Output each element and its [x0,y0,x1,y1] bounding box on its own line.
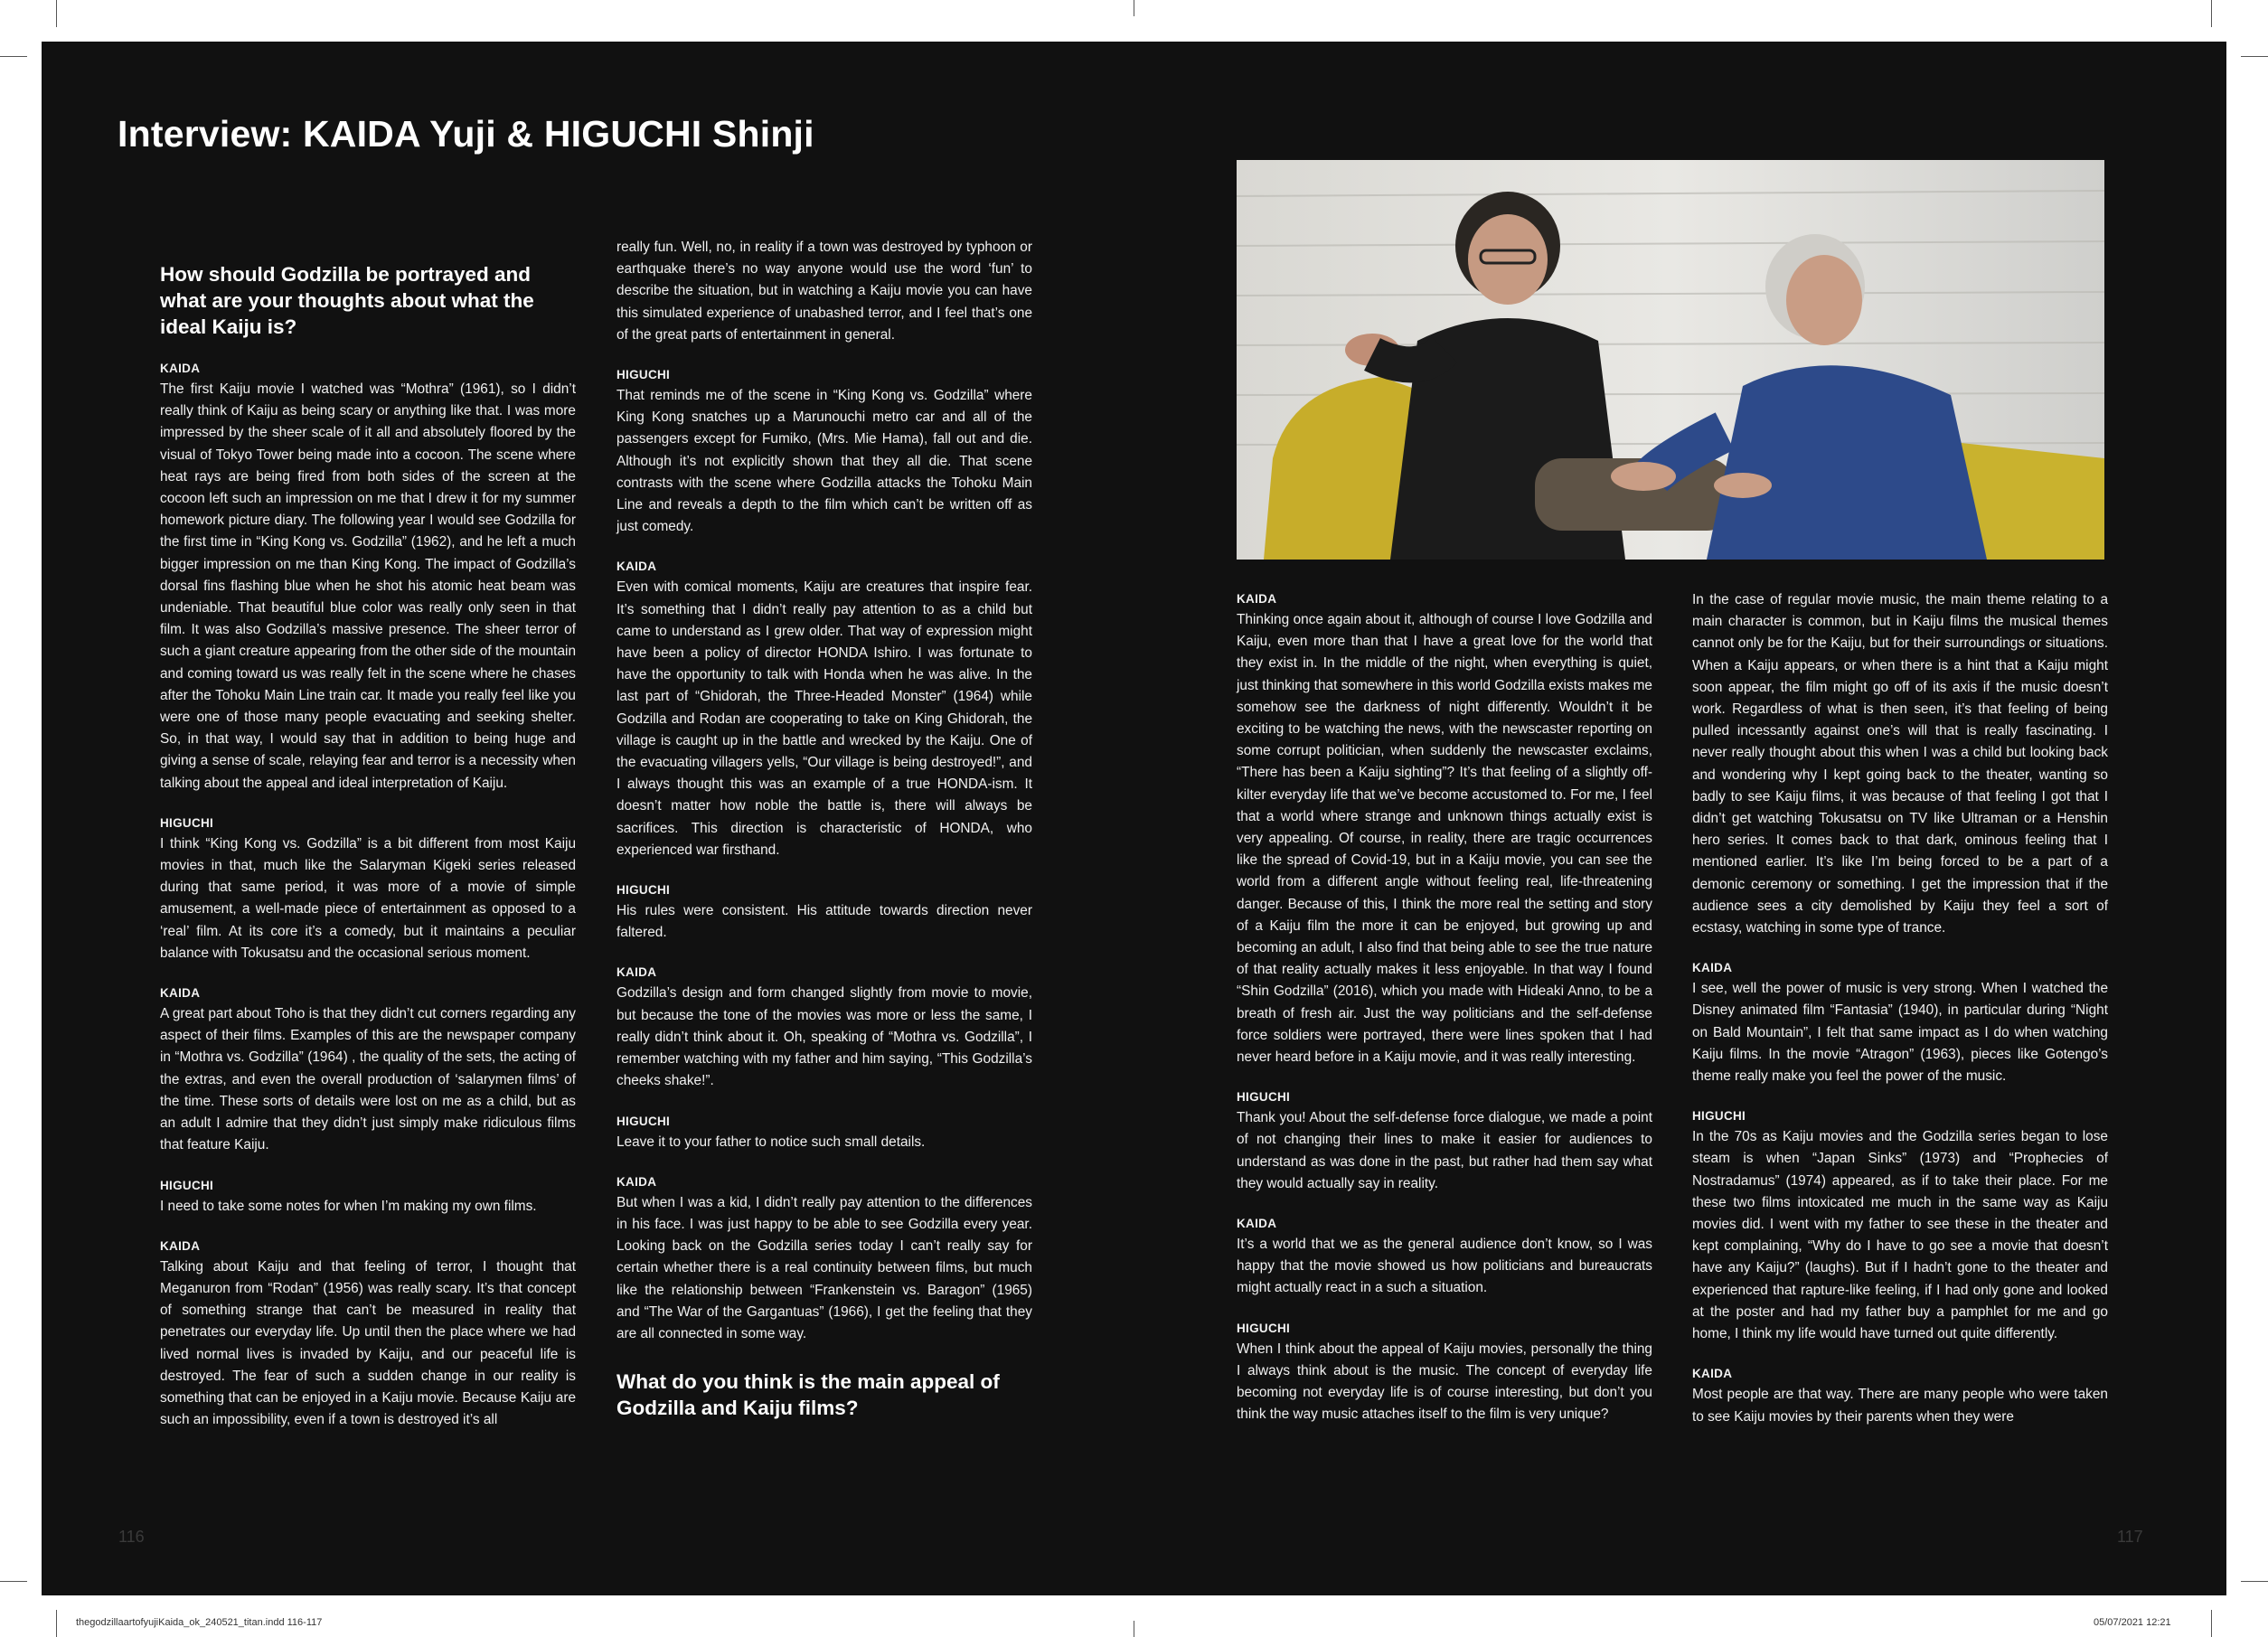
answer-text: I think “King Kong vs. Godzilla” is a bit different from most Kaiju movies in that, much like the Salaryman Kigeki series released during that same period, it was more of a movie of simple amusement, a well-made piece of entertainment as opposed to a ‘real’ film. At its core it’s a comedy, but it maintains a peculiar balance with Tokusatsu and the occasional serious moment. [160,835,576,961]
speaker-label: KAIDA [1237,1217,1277,1231]
interview-answer [160,814,576,964]
crop-mark [2241,1581,2268,1582]
interview-answer [616,880,1032,944]
speaker-label: KAIDA [160,986,201,1001]
answer-text: His rules were consistent. His attitude towards direction never faltered. [616,903,1032,941]
slug-timestamp: 05/07/2021 12:21 [2094,1617,2171,1628]
speaker-label: HIGUCHI [616,883,671,898]
crop-mark [2211,0,2212,27]
answer-text: I see, well the power of music is very strong. When I watched the Disney animated film “Fantasia” (1940), in particular during “Night on Bald Mountain”, I felt that same impact as I do when watching Kaiju films. In the movie “Atragon” (1963), pieces like Gotengo’s theme really make you feel the power of the music. [1692,981,2108,1085]
answer-text: When I think about the appeal of Kaiju movies, personally the thing I always think about is the music. The concept of everyday life becoming not everyday life is of course interesting, but don’t you think the way music attaches itself to the film is very unique? [1237,1341,1652,1423]
speaker-label: KAIDA [616,965,657,980]
interview-answer [1237,589,1652,1068]
speaker-label: KAIDA [616,1174,657,1189]
answer-text: But when I was a kid, I didn’t really pay attention to the differences in his face. I was just happy to be able to see Godzilla every year. Looking back on the Godzilla series today I can’t really say for certain whether there is a real continuity between films, but much like the relationship between “Frankenstein vs. Baragon” (1965) and “The War of the Gargantuas” (1966), I get the feeling that they are all connected in some way. [616,1194,1032,1341]
text-column-3 [1237,589,1652,1426]
text-column-2 [616,237,1032,1437]
speaker-label: HIGUCHI [160,1178,214,1192]
interview-photo [1237,160,2104,560]
text-column-1 [160,252,576,1431]
speaker-label: HIGUCHI [1237,1321,1291,1335]
answer-text: Talking about Kaiju and that feeling of terror, I thought that Meganuron from “Rodan” (1956) was really scary. It’s that concept of something strange that can’t be measured in reality that penetrates our everyday life. Up until then the place where we had lived normal lives is invaded by Kaiju, and our peaceful life is destroyed. The fear of such a sudden change in our reality is something that can be enjoyed in a Kaiju movie. Because Kaiju are such an impossibility, even if a town is destroyed it’s all [160,1258,576,1428]
crop-mark [2241,56,2268,57]
speaker-label: KAIDA [1692,961,1733,975]
speaker-label: KAIDA [1237,592,1277,606]
interview-answer [616,365,1032,538]
answer-text: It’s a world that we as the general audience don’t know, so I was happy that the movie showed us how politicians and bureaucrats might actually react in a such a situation. [1237,1237,1652,1296]
interview-answer [1692,589,2108,939]
interview-answer [1237,1214,1652,1300]
answer-text: That reminds me of the scene in “King Kong vs. Godzilla” where King Kong snatches up a Marunouchi metro car and all of the passengers except for Fumiko, (Mrs. Mie Hama), fall out and die. Although it’s not explicitly shown that they all die. That scene contrasts with the scene where Godzilla attacks the Tohoku Main Line and reveals a depth to the film which can’t be written off as just comedy. [616,388,1032,535]
interview-answer [616,237,1032,346]
question-text: How should Godzilla be portrayed and what are your thoughts about what the ideal Kaiju is? [160,263,534,338]
answer-text: A great part about Toho is that they didn’t cut corners regarding any aspect of their films. Examples of this are the newspaper company in “Mothra vs. Godzilla” (1964) , the quality of the sets, the acting of the extras, and even the overall production of ‘salarymen films’ of the time. These sorts of details were lost on me as a child, but as an adult I admire that they didn’t just simply make ridiculous films that feature Kaiju. [160,1006,576,1153]
interview-answer [616,963,1032,1092]
crop-mark [56,0,57,27]
answer-text: Most people are that way. There are many people who were taken to see Kaiju movies by their parents when they were [1692,1387,2108,1425]
answer-text: In the case of regular movie music, the main theme relating to a main character is common, but in Kaiju films the musical themes cannot only be for the Kaiju, but for their surroundings or situations. When a Kaiju appears, or when there is a hint that a Kaiju might soon appear, the film might go off of its axis if the music doesn’t work. Regardless of what is then seen, it’s that feeling of being pulled incessantly against one’s will that is really fascinating. I never really thought about this when I was a child but looking back and wondering why I kept going back to the theater, wanting so badly to see Kaiju films, it was because of that feeling I got that I didn’t get watching Tokusatsu on TV like Ultraman or a Henshin hero series. It comes back to that dark, ominous feeling that I mentioned earlier. It’s like I’m being forced to be a part of a demonic ceremony or something. I get the impression that if the audience sees a city demolished by Kaiju they feel a sort of ecstasy, watching in some type of trance. [1692,592,2108,936]
interview-answer [160,359,576,795]
page-number-right: 117 [2117,1528,2143,1546]
speaker-label: KAIDA [160,1238,201,1253]
speaker-label: KAIDA [1692,1367,1733,1381]
speaker-label: KAIDA [616,560,657,574]
page-title: Interview: KAIDA Yuji & HIGUCHI Shinji [118,113,814,155]
speaker-label: HIGUCHI [1237,1090,1291,1105]
interview-answer [160,1237,576,1432]
interview-question [160,261,576,340]
question-text: What do you think is the main appeal of Godzilla and Kaiju films? [616,1370,1000,1420]
answer-text: Thinking once again about it, although of course I love Godzilla and Kaiju, even more than that I have a great love for the world that they exist in. In the middle of the night, when everything is quiet, just thinking that somewhere in this world Godzilla exists makes me somehow see the darkness of night differently. Wouldn’t it be exciting to be watching the news, with the newscaster reporting on some corrupt politician, when suddenly the newscaster exclaims, “There has been a Kaiju sighting”? It’s that feeling of a slightly off-kilter everyday life that we’ve become accustomed to. For me, I feel that a world where strange and unknown things actually exist is very appealing. Of course, in reality, there are tragic occurrences like the spread of Covid-19, but in a Kaiju movie, you can see the world from a different angle without feeling real, life-threatening danger. Because of this, I think the more real the setting and story of a Kaiju film the more it can be enjoyed, but growing up and becoming an adult, I also find that being able to see the true nature of that reality actually makes it less enjoyable. In that way I found “Shin Godzilla” (2016), which you made with Hideaki Anno, to be a breath of fresh air. Just the way politicians and the self-defense force soldiers were portrayed, there were lines spoken that I had never heard before in a Kaiju movie, and it was really interesting. [1237,612,1652,1066]
speaker-label: HIGUCHI [616,368,671,382]
text-column-4 [1692,589,2108,1428]
crop-mark [56,1610,57,1637]
interview-answer [616,557,1032,861]
answer-text: Thank you! About the self-defense force dialogue, we made a point of not changing their lines to make it easier for audiences to understand as was done in the past, but rather had them say what they would actually say in reality. [1237,1110,1652,1191]
speaker-label: HIGUCHI [160,815,214,830]
answer-text: I need to take some notes for when I’m making my own films. [160,1198,537,1214]
speaker-label: KAIDA [160,362,201,375]
interview-answer [616,1112,1032,1153]
interview-answer [160,983,576,1156]
interview-answer [1692,958,2108,1087]
answer-text: Even with comical moments, Kaiju are creatures that inspire fear. It’s something that I didn’t really pay attention to as a child but came to understand as I grew older. That way of expression might have been a policy of director HONDA Ishiro. I was fortunate to have the opportunity to talk with Honda when he was alive. In the last part of “Ghidorah, the Three-Headed Monster” (1964) while Godzilla and Rodan are cooperating to take on King Ghidorah, the village is caught up in the battle and wrecked by the Kaiju. One of the evacuating villagers yells, “Our village is being destroyed!”, and I always thought this was an example of a true HONDA-ism. It doesn’t matter how noble the battle is, there will always be sacrifices. This direction is characteristic of HONDA, who experienced war firsthand. [616,579,1032,858]
answer-text: In the 70s as Kaiju movies and the Godzilla series began to lose steam is when “Japan Sinks” (1973) and “Prophecies of Nostradamus” (1974) appeared, as if to take their place. For me these two films intoxicated me much in the same way as Kaiju movies did. I went with my father to see these in the theater and kept complaining, “Why do I have to go see a movie that doesn’t have any Kaiju?” (laughs). But if I hadn’t gone to the theater and experienced that rapture-like feeling, if I had only gone and looked at the poster and had my father buy a pamphlet for me and go home, I think my life would have turned out quite differently. [1692,1129,2108,1342]
crop-mark [2211,1610,2212,1637]
interview-answer [1237,1319,1652,1426]
photo-image [1237,160,2104,560]
speaker-label: HIGUCHI [1692,1109,1746,1124]
page-number-left: 116 [118,1528,145,1546]
answer-text: The first Kaiju movie I watched was “Mothra” (1961), so I didn’t really think of Kaiju as being scary or anything like that. I was more impressed by the sheer scale of it all and absolutely floored by the visual of Tokyo Tower being made into a cocoon. The scene where heat rays are being fired from both sides of the screen at the cocoon left such an impression on me that I drew it for my summer homework picture diary. The following year I would see Godzilla for the first time in “King Kong vs. Godzilla” (1962), and he left a much bigger impression on me than King Kong. The impact of Godzilla’s dorsal fins flashing blue when he shot his atomic heat beam was undeniable. That beautiful blue color was really only seen in that film. It was also Godzilla’s massive presence. The sheer terror of such a giant creature appearing from the other side of the mountain and coming toward us was really felt in the scene where he chases after the Tohoku Main Line train car. It made you really feel like you were one of those many people evacuating and seeking shelter. So, in that way, I would say that in addition to being huge and giving a sense of scale, relaying fear and terror is a necessity when talking about the appeal and ideal interpretation of Kaiju. [160,381,576,791]
crop-mark [0,56,27,57]
interview-answer [1692,1106,2108,1345]
answer-text: really fun. Well, no, in reality if a town was destroyed by typhoon or earthquake there’s no way anyone would use the word ‘fun’ to describe the situation, but in watching a Kaiju movie you can have this simulated experience of unabashed terror, and I feel that’s one of the great parts of entertainment in general. [616,240,1032,343]
speaker-label: HIGUCHI [616,1114,671,1128]
answer-text: Godzilla’s design and form changed slightly from movie to movie, but because the tone of the movies was more or less the same, I really didn’t think about it. Oh, speaking of “Mothra vs. Godzilla”, I remember watching with my father and him saying, “This Godzilla’s cheeks shake!”. [616,985,1032,1089]
interview-answer [616,1172,1032,1345]
interview-question [616,1369,1032,1421]
answer-text: Leave it to your father to notice such small details. [616,1134,926,1150]
interview-answer [1237,1087,1652,1195]
crop-mark [0,1581,27,1582]
interview-answer [1692,1364,2108,1427]
interview-answer [160,1176,576,1218]
slug-filename: thegodzillaartofyujiKaida_ok_240521_titan.indd 116-117 [76,1617,323,1628]
